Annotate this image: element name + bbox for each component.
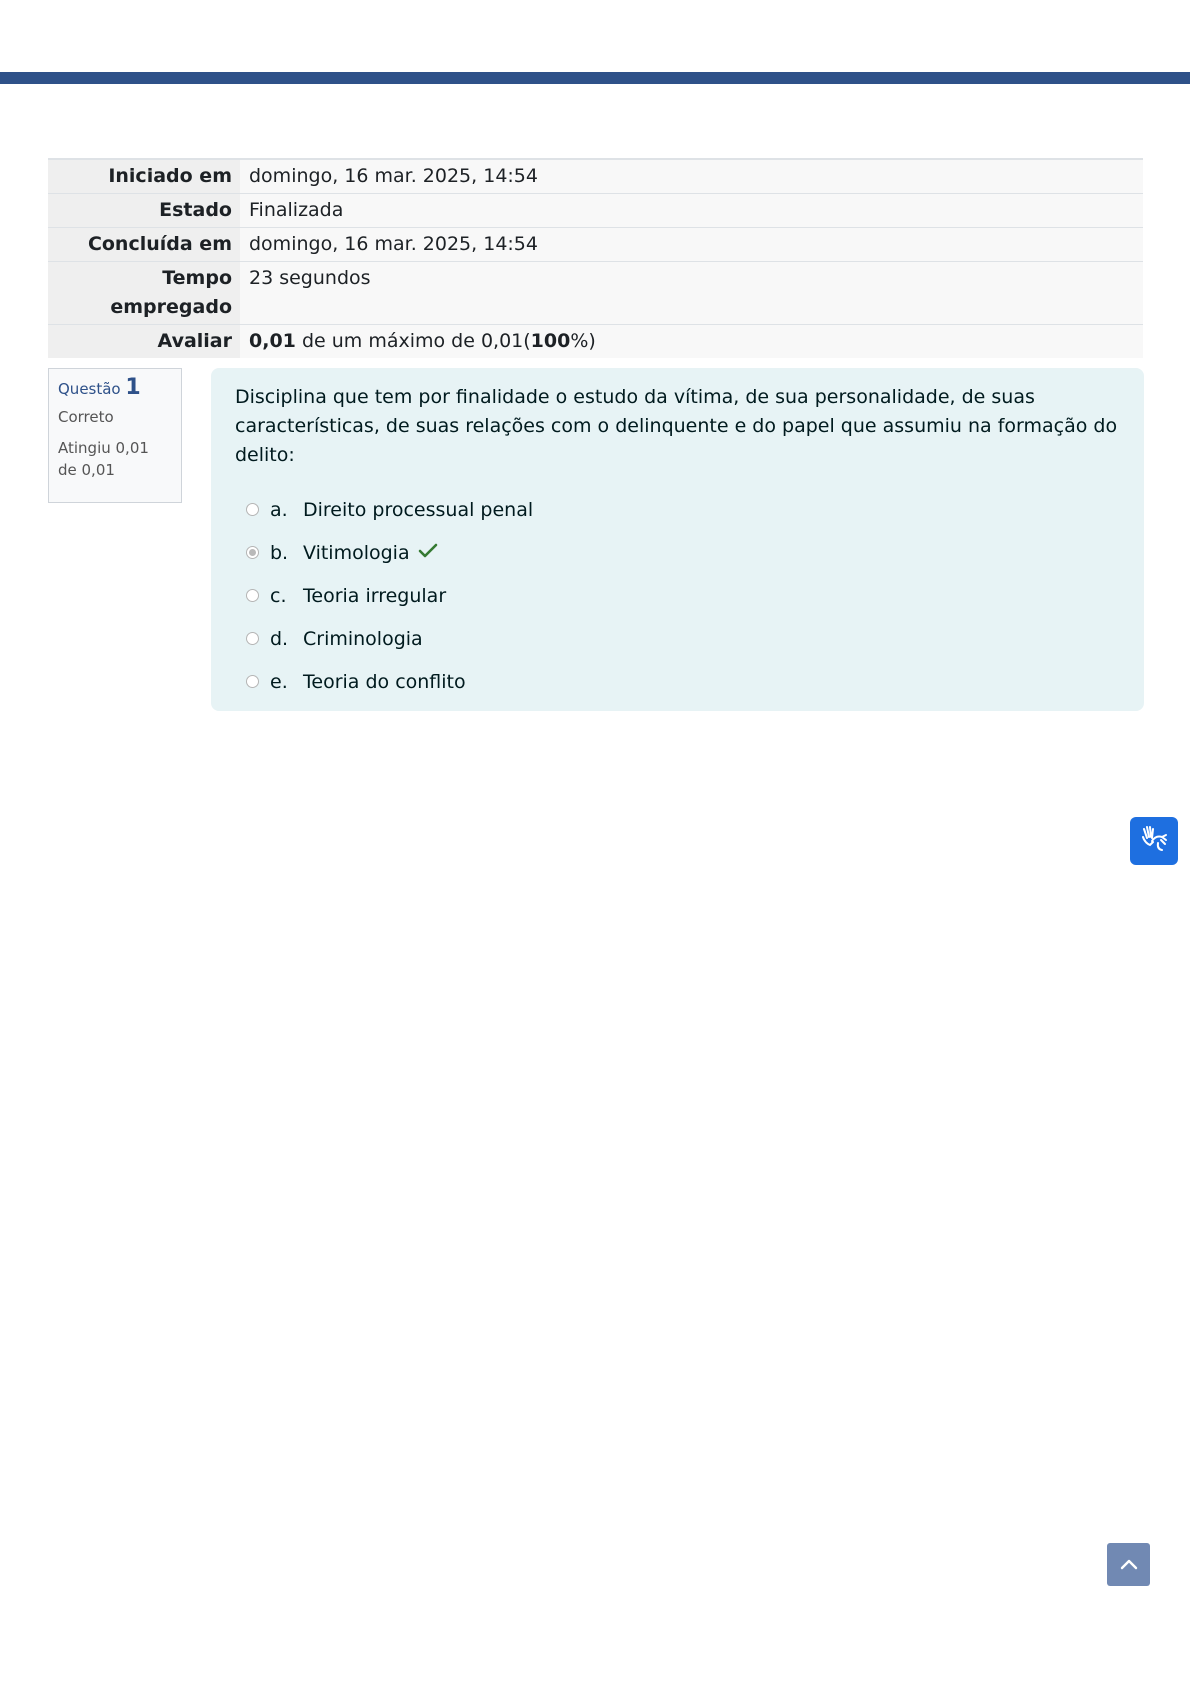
chevron-up-icon xyxy=(1120,1555,1138,1574)
summary-label: Estado xyxy=(48,194,240,227)
question-content xyxy=(211,368,1144,711)
summary-row-time-taken xyxy=(48,261,1143,324)
answer-text: Teoria do conflito xyxy=(303,670,466,693)
answer-radio[interactable] xyxy=(246,503,259,516)
vlibras-accessibility-button[interactable] xyxy=(1130,817,1178,865)
summary-row-completed xyxy=(48,227,1143,261)
answer-option-e[interactable] xyxy=(235,660,1120,703)
answer-text: Teoria irregular xyxy=(303,584,447,607)
summary-value: 23 segundos xyxy=(240,262,1143,324)
answer-letter: d. xyxy=(270,627,289,650)
summary-value xyxy=(240,325,1143,358)
grade-percent: 100 xyxy=(530,330,571,352)
answer-letter: a. xyxy=(270,498,288,521)
question-text: Disciplina que tem por finalidade o estudo da vítima, de sua personalidade, de suas características, de suas relações com o delinquente e do papel que assumiu na formação do delito: xyxy=(235,386,1118,466)
answer-radio[interactable] xyxy=(246,546,259,559)
summary-label: Iniciado em xyxy=(48,160,240,193)
grade-percent-suffix: %) xyxy=(570,330,596,352)
answer-option-c[interactable] xyxy=(235,574,1120,617)
answer-list xyxy=(235,488,1120,703)
summary-row-grade xyxy=(48,324,1143,358)
question-number xyxy=(58,375,172,400)
check-icon xyxy=(418,540,438,565)
summary-row-started xyxy=(48,158,1143,193)
back-to-top-button[interactable] xyxy=(1107,1543,1150,1586)
grade-score: 0,01 xyxy=(249,330,296,352)
answer-radio[interactable] xyxy=(246,589,259,602)
answer-option-a[interactable] xyxy=(235,488,1120,531)
sign-language-hands-icon xyxy=(1138,823,1170,859)
attempt-summary-table xyxy=(48,158,1143,358)
summary-value: domingo, 16 mar. 2025, 14:54 xyxy=(240,160,1143,193)
answer-text: Criminologia xyxy=(303,627,423,650)
question-number-value: 1 xyxy=(125,375,141,400)
summary-label: Concluída em xyxy=(48,228,240,261)
question-grade: Atingiu 0,01 de 0,01 xyxy=(58,439,149,479)
question-label: Questão xyxy=(58,380,121,398)
answer-text: Vitimologia xyxy=(303,541,410,564)
answer-letter: c. xyxy=(270,584,287,607)
question-info-box xyxy=(48,368,182,503)
summary-row-state xyxy=(48,193,1143,227)
answer-option-b[interactable] xyxy=(235,531,1120,574)
grade-text: de um máximo de 0,01( xyxy=(301,330,531,352)
header-accent-bar xyxy=(0,72,1190,84)
summary-label: Tempo empregado xyxy=(48,262,240,324)
answer-radio[interactable] xyxy=(246,632,259,645)
question-state: Correto xyxy=(58,408,114,426)
summary-value: domingo, 16 mar. 2025, 14:54 xyxy=(240,228,1143,261)
summary-value: Finalizada xyxy=(240,194,1143,227)
answer-letter: e. xyxy=(270,670,288,693)
answer-radio[interactable] xyxy=(246,675,259,688)
summary-label: Avaliar xyxy=(48,325,240,358)
answer-letter: b. xyxy=(270,541,289,564)
answer-option-d[interactable] xyxy=(235,617,1120,660)
answer-text: Direito processual penal xyxy=(303,498,534,521)
